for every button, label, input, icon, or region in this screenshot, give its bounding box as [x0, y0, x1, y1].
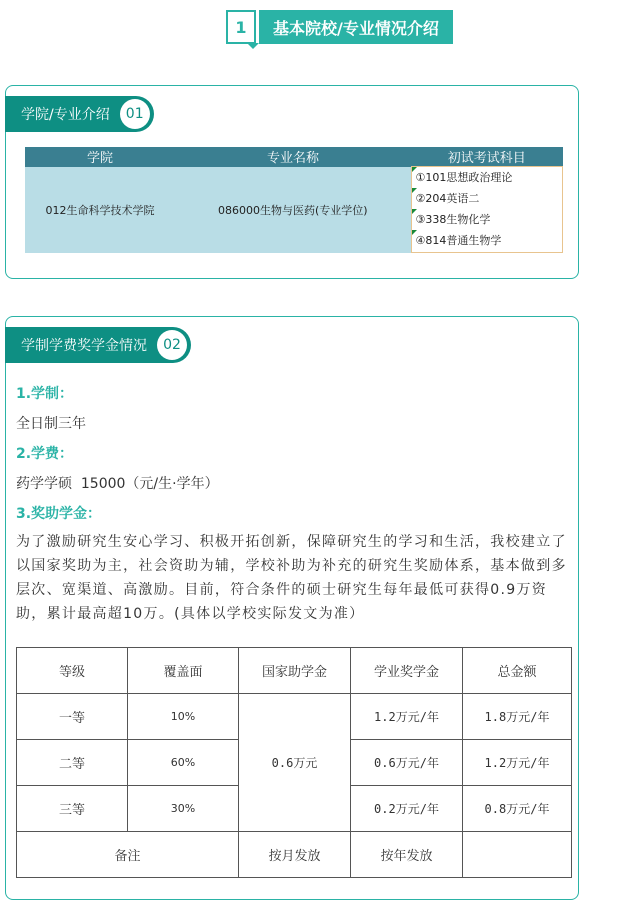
header-academic: 学业奖学金 — [351, 648, 463, 694]
notes-academic: 按年发放 — [351, 832, 463, 878]
heading-number: 1 — [226, 10, 256, 44]
section1-label-pill — [5, 96, 154, 132]
notes-empty — [463, 832, 572, 878]
heading-title: 基本院校/专业情况介绍 — [259, 10, 453, 44]
notes-national: 按月发放 — [239, 832, 351, 878]
fees-scholarship-section — [5, 316, 579, 900]
header-national: 国家助学金 — [239, 648, 351, 694]
header-college: 学院 — [25, 147, 175, 167]
header-level: 等级 — [17, 648, 128, 694]
scholarship-text: 为了激励研究生安心学习、积极开拓创新，保障研究生的学习和生活，我校建立了以国家奖助为主，社会资助为辅，学校补助为补充的研究生奖励体系，基本做到多层次、宽渠道、高激励。目前，符合条件的硕士研究生每年最低可获得0.9万资助，累计最高超10万。(具体以学校实际发文为准） — [16, 534, 567, 622]
subject-item: ④814普通生物学 — [412, 230, 563, 251]
academic-cell: 1.2万元/年 — [351, 694, 463, 740]
total-cell: 1.8万元/年 — [463, 694, 572, 740]
college-major-section — [5, 85, 579, 279]
schooling-value: 全日制三年 — [16, 416, 86, 432]
level-cell: 二等 — [17, 740, 128, 786]
subject-item: ③338生物化学 — [412, 209, 563, 230]
section2-number: 02 — [157, 330, 187, 360]
table-row — [25, 167, 563, 253]
total-cell: 0.8万元/年 — [463, 786, 572, 832]
coverage-cell: 10% — [128, 694, 239, 740]
scholarship-table — [16, 647, 572, 878]
section2-label-pill — [5, 327, 191, 363]
header-major: 专业名称 — [175, 147, 411, 167]
college-major-table — [25, 147, 563, 253]
header-coverage: 覆盖面 — [128, 648, 239, 694]
subject-item: ②204英语二 — [412, 188, 563, 209]
section1-number: 01 — [120, 99, 150, 129]
section-heading — [226, 10, 453, 44]
header-subjects: 初试考试科目 — [411, 147, 563, 167]
table-row — [17, 694, 572, 740]
coverage-cell: 30% — [128, 786, 239, 832]
level-cell: 一等 — [17, 694, 128, 740]
header-total: 总金额 — [463, 648, 572, 694]
notes-label: 备注 — [17, 832, 239, 878]
subjects-cell — [411, 167, 563, 253]
tuition-value: 药学学硕 15000（元/生·学年） — [16, 476, 219, 492]
table-header-row — [17, 648, 572, 694]
major-cell: 086000生物与医药(专业学位) — [175, 167, 411, 253]
total-cell: 1.2万元/年 — [463, 740, 572, 786]
college-cell: 012生命科学技术学院 — [25, 167, 175, 253]
schooling-title: 1.学制： — [16, 386, 74, 402]
scholarship-title: 3.奖助学金： — [16, 506, 102, 522]
section1-label: 学院/专业介绍 — [21, 107, 110, 123]
level-cell: 三等 — [17, 786, 128, 832]
notes-row — [17, 832, 572, 878]
heading-pointer-icon — [247, 43, 259, 49]
subject-item: ①101思想政治理论 — [412, 167, 563, 188]
national-grant-cell: 0.6万元 — [239, 694, 351, 832]
academic-cell: 0.2万元/年 — [351, 786, 463, 832]
tuition-title: 2.学费： — [16, 446, 74, 462]
coverage-cell: 60% — [128, 740, 239, 786]
section2-label: 学制学费奖学金情况 — [21, 338, 147, 354]
academic-cell: 0.6万元/年 — [351, 740, 463, 786]
